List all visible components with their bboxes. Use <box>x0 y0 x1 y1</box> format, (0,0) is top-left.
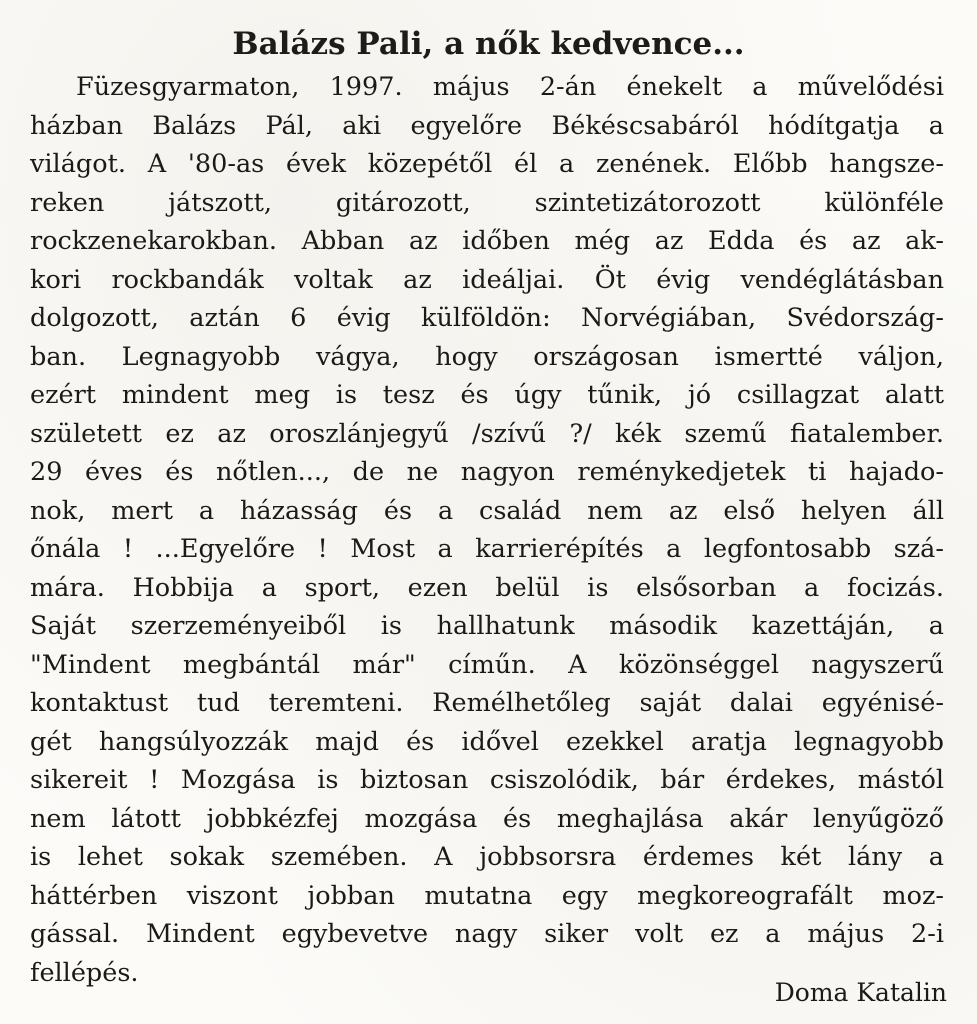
article-line: rockzenekarokban. Abban az időben még az Edda és az ak- <box>30 226 944 256</box>
author-signature: Doma Katalin <box>774 978 947 1007</box>
article-line: mára. Hobbija a sport, ezen belül is elsősorban a focizás. <box>30 572 944 603</box>
article-line: "Mindent megbántál már" címűn. A közönséggel nagyszerű <box>30 649 944 680</box>
article-line: 29 éves és nőtlen..., de ne nagyon reménykedjetek ti hajado- <box>30 457 944 487</box>
article-line: őnála ! ...Egyelőre ! Most a karrierépítés a legfontosabb szá- <box>30 534 944 564</box>
article-line: fellépés. <box>30 957 139 988</box>
article-body <box>30 68 944 992</box>
article-line: Füzesgyarmaton, 1997. május 2-án énekelt a művelődési <box>76 72 944 102</box>
article-line: született ez az oroszlánjegyű /szívű ?/ kék szemű fiatalember. <box>30 418 944 449</box>
article-line: gét hangsúlyozzák majd és idővel ezekkel aratja legnagyobb <box>30 726 944 757</box>
article-line: kori rockbandák voltak az ideáljai. Öt évig vendéglátásban <box>30 264 944 295</box>
article-line: sikereit ! Mozgása is biztosan csiszolódik, bár érdekes, mástól <box>30 765 944 795</box>
article-line: is lehet sokak szemében. A jobbsorsra érdemes két lány a <box>30 842 944 872</box>
article-line: ban. Legnagyobb vágya, hogy országosan ismertté váljon, <box>30 341 944 372</box>
article-line: háttérben viszont jobban mutatna egy megkoreografált moz- <box>30 880 944 911</box>
article-line: dolgozott, aztán 6 évig külföldön: Norvégiában, Svédország- <box>30 303 944 333</box>
article-line: ezért mindent meg is tesz és úgy tűnik, jó csillagzat alatt <box>30 380 944 410</box>
article-line: reken játszott, gitározott, szintetizátorozott különféle <box>30 187 944 218</box>
article-title: Balázs Pali, a nők kedvence... <box>232 26 745 62</box>
article-line: nok, mert a házasság és a család nem az első helyen áll <box>30 495 944 526</box>
article-line: kontaktust tud teremteni. Remélhetőleg saját dalai egyénisé- <box>30 688 944 718</box>
article-line: világot. A '80-as évek közepétől él a zenének. Előbb hangsze- <box>30 149 944 179</box>
article-line: Saját szerzeményeiből is hallhatunk második kazettáján, a <box>30 611 944 641</box>
article-line: nem látott jobbkézfej mozgása és meghajlása akár lenyűgöző <box>30 803 944 834</box>
article-line: házban Balázs Pál, aki egyelőre Békéscsabáról hódítgatja a <box>30 110 944 141</box>
article-line: gással. Mindent egybevetve nagy siker volt ez a május 2-i <box>30 919 944 949</box>
